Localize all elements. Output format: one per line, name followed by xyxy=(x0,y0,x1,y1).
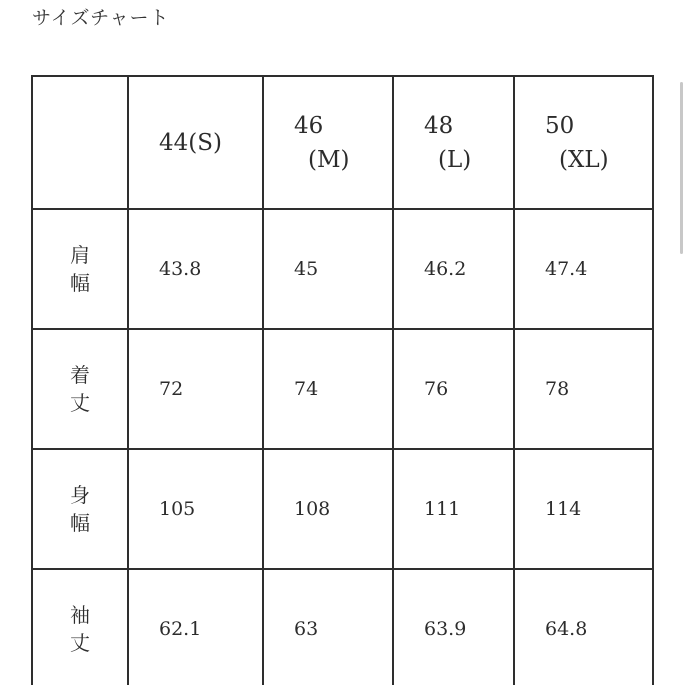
table-cell: 72 xyxy=(128,329,263,449)
header-size-letter: (L) xyxy=(438,146,472,173)
table-cell: 63 xyxy=(263,569,393,685)
table-header-row xyxy=(32,76,653,209)
header-cell-xl xyxy=(514,76,653,209)
table-cell: 105 xyxy=(128,449,263,569)
row-label-top: 着 xyxy=(70,363,90,387)
table-cell: 46.2 xyxy=(393,209,514,329)
header-cell-l xyxy=(393,76,514,209)
header-size-number: 48 xyxy=(424,112,454,139)
header-size-letter: (M) xyxy=(308,146,350,173)
table-cell: 111 xyxy=(393,449,514,569)
table-row-length xyxy=(32,329,653,449)
header-cell-s xyxy=(128,76,263,209)
row-label-shoulder-width xyxy=(32,209,128,329)
table-cell: 45 xyxy=(263,209,393,329)
scrollbar[interactable] xyxy=(680,82,683,254)
table-row-body-width xyxy=(32,449,653,569)
table-cell: 62.1 xyxy=(128,569,263,685)
table-cell: 74 xyxy=(263,329,393,449)
table-cell: 64.8 xyxy=(514,569,653,685)
page-title: サイズチャート xyxy=(32,7,170,29)
header-cell-m xyxy=(263,76,393,209)
size-chart-table xyxy=(31,75,654,685)
row-label-bottom: 幅 xyxy=(70,511,90,535)
header-size-letter: (XL) xyxy=(559,146,609,173)
row-label-bottom: 丈 xyxy=(70,391,90,415)
row-label-body-width xyxy=(32,449,128,569)
header-size-label: 44(S) xyxy=(159,129,222,156)
table-cell: 108 xyxy=(263,449,393,569)
header-size-number: 46 xyxy=(294,112,324,139)
table-cell: 43.8 xyxy=(128,209,263,329)
table-cell: 78 xyxy=(514,329,653,449)
header-size-number: 50 xyxy=(545,112,575,139)
table-cell: 47.4 xyxy=(514,209,653,329)
row-label-bottom: 幅 xyxy=(70,271,90,295)
corner-cell xyxy=(32,76,128,209)
table-row-sleeve-length xyxy=(32,569,653,685)
row-label-top: 袖 xyxy=(70,603,90,627)
row-label-bottom: 丈 xyxy=(70,631,90,655)
table-cell: 76 xyxy=(393,329,514,449)
table-row-shoulder-width xyxy=(32,209,653,329)
table-cell: 114 xyxy=(514,449,653,569)
row-label-length xyxy=(32,329,128,449)
row-label-top: 肩 xyxy=(70,243,90,267)
row-label-sleeve-length xyxy=(32,569,128,685)
table-cell: 63.9 xyxy=(393,569,514,685)
row-label-top: 身 xyxy=(70,483,90,507)
